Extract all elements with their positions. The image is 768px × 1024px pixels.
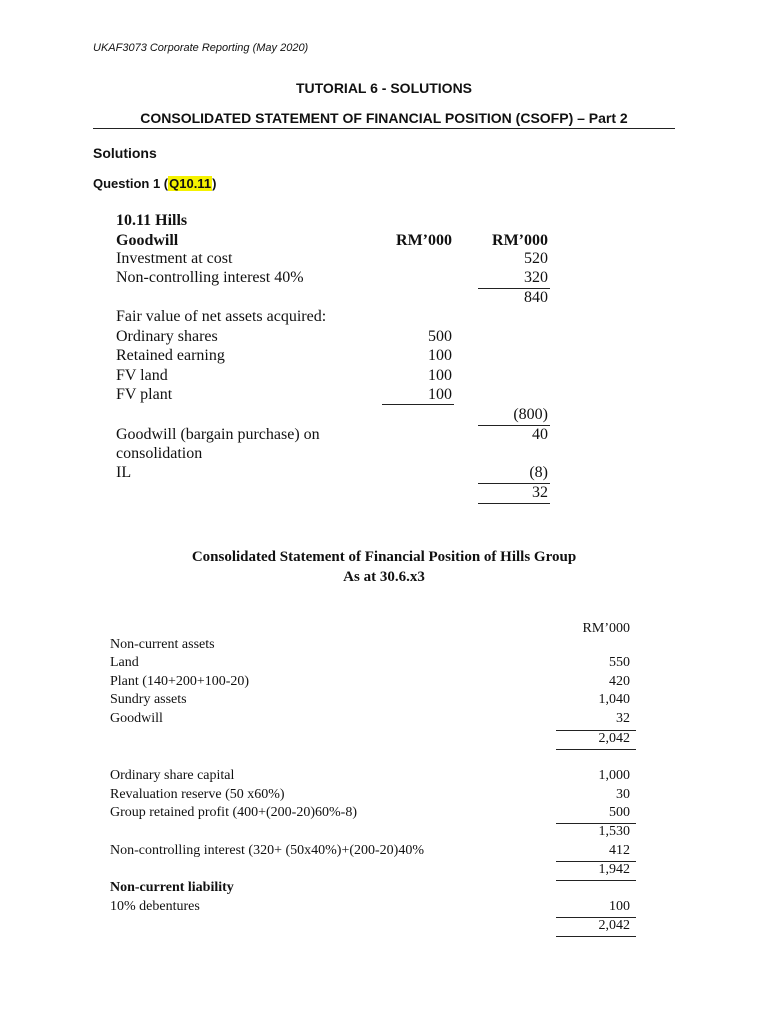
grand-total: 2,042	[598, 918, 630, 933]
equity-total-rule	[556, 880, 636, 881]
goodwill-title: 10.11 Hills	[116, 212, 188, 229]
investment-value: 520	[524, 250, 548, 267]
statement-nci-value: 412	[609, 843, 630, 858]
fv-item-label: FV land	[116, 367, 168, 384]
ncl-heading: Non-current liability	[110, 880, 234, 895]
page-title: TUTORIAL 6 - SOLUTIONS	[295, 80, 473, 96]
statement-nci-label: Non-controlling interest (320+ (50x40%)+(200-20)40%	[110, 843, 425, 858]
goodwill-label: Goodwill	[116, 232, 179, 249]
nca-item-label: Goodwill	[110, 711, 163, 726]
grand-total-rule	[556, 936, 636, 937]
col1-header: RM’000	[396, 232, 452, 249]
solutions-heading: Solutions	[93, 145, 157, 161]
goodwill-result-value: 40	[532, 426, 548, 443]
goodwill-result-label-2: consolidation	[116, 445, 203, 462]
fv-total: (800)	[513, 406, 548, 423]
nci-value: 320	[524, 269, 548, 286]
equity-item-label: Group retained profit (400+(200-20)60%-8)	[110, 805, 357, 820]
fv-item-label: Retained earning	[116, 347, 225, 364]
il-label: IL	[116, 464, 132, 481]
nca-item-value: 32	[616, 711, 630, 726]
fv-item-value: 100	[428, 367, 452, 384]
fv-item-value: 100	[428, 347, 452, 364]
fv-item-value: 100	[428, 386, 452, 403]
fv-item-label: FV plant	[116, 386, 173, 403]
equity-total: 1,942	[598, 862, 630, 877]
nca-heading: Non-current assets	[110, 637, 215, 652]
question-ref-highlight: Q10.11	[169, 176, 212, 191]
nci-label: Non-controlling interest 40%	[116, 269, 304, 286]
fv-item-value: 500	[428, 328, 452, 345]
question-suffix: )	[212, 176, 217, 191]
statement-date: As at 30.6.x3	[343, 569, 425, 585]
fv-heading: Fair value of net assets acquired:	[116, 308, 327, 325]
nca-item-label: Sundry assets	[110, 692, 187, 707]
page-subtitle: CONSOLIDATED STATEMENT OF FINANCIAL POSITION (CSOFP) – Part 2	[140, 110, 628, 126]
goodwill-result-label-1: Goodwill (bargain purchase) on	[116, 426, 320, 443]
nca-item-value: 420	[609, 674, 630, 689]
subtitle-underline	[93, 128, 675, 129]
nca-total: 2,042	[598, 731, 630, 746]
subtotal-value: 840	[524, 289, 548, 306]
ncl-value: 100	[609, 899, 630, 914]
statement-title: Consolidated Statement of Financial Position of Hills Group	[191, 549, 577, 565]
nca-item-label: Land	[110, 655, 139, 670]
nca-item-value: 550	[609, 655, 630, 670]
equity-item-value: 1,000	[598, 768, 630, 783]
equity-subtotal: 1,530	[598, 824, 630, 839]
equity-item-label: Ordinary share capital	[110, 768, 235, 783]
equity-item-label: Revaluation reserve (50 x60%)	[110, 787, 285, 802]
fv-item-label: Ordinary shares	[116, 328, 218, 345]
fv-rule	[382, 404, 454, 405]
nca-total-rule	[556, 749, 636, 750]
nca-item-label: Plant (140+200+100-20)	[110, 674, 250, 689]
equity-item-value: 500	[609, 805, 630, 820]
course-header: UKAF3073 Corporate Reporting (May 2020)	[93, 42, 309, 54]
question-label	[93, 176, 216, 191]
statement-col-header: RM’000	[582, 621, 630, 636]
investment-label: Investment at cost	[116, 250, 233, 267]
col2-header: RM’000	[492, 232, 548, 249]
ncl-label: 10% debentures	[110, 899, 200, 914]
nca-item-value: 1,040	[598, 692, 630, 707]
equity-item-value: 30	[616, 787, 630, 802]
final-rule	[478, 503, 550, 504]
goodwill-final-value: 32	[532, 484, 548, 501]
il-value: (8)	[529, 464, 548, 481]
question-prefix: Question 1 (	[93, 176, 169, 191]
